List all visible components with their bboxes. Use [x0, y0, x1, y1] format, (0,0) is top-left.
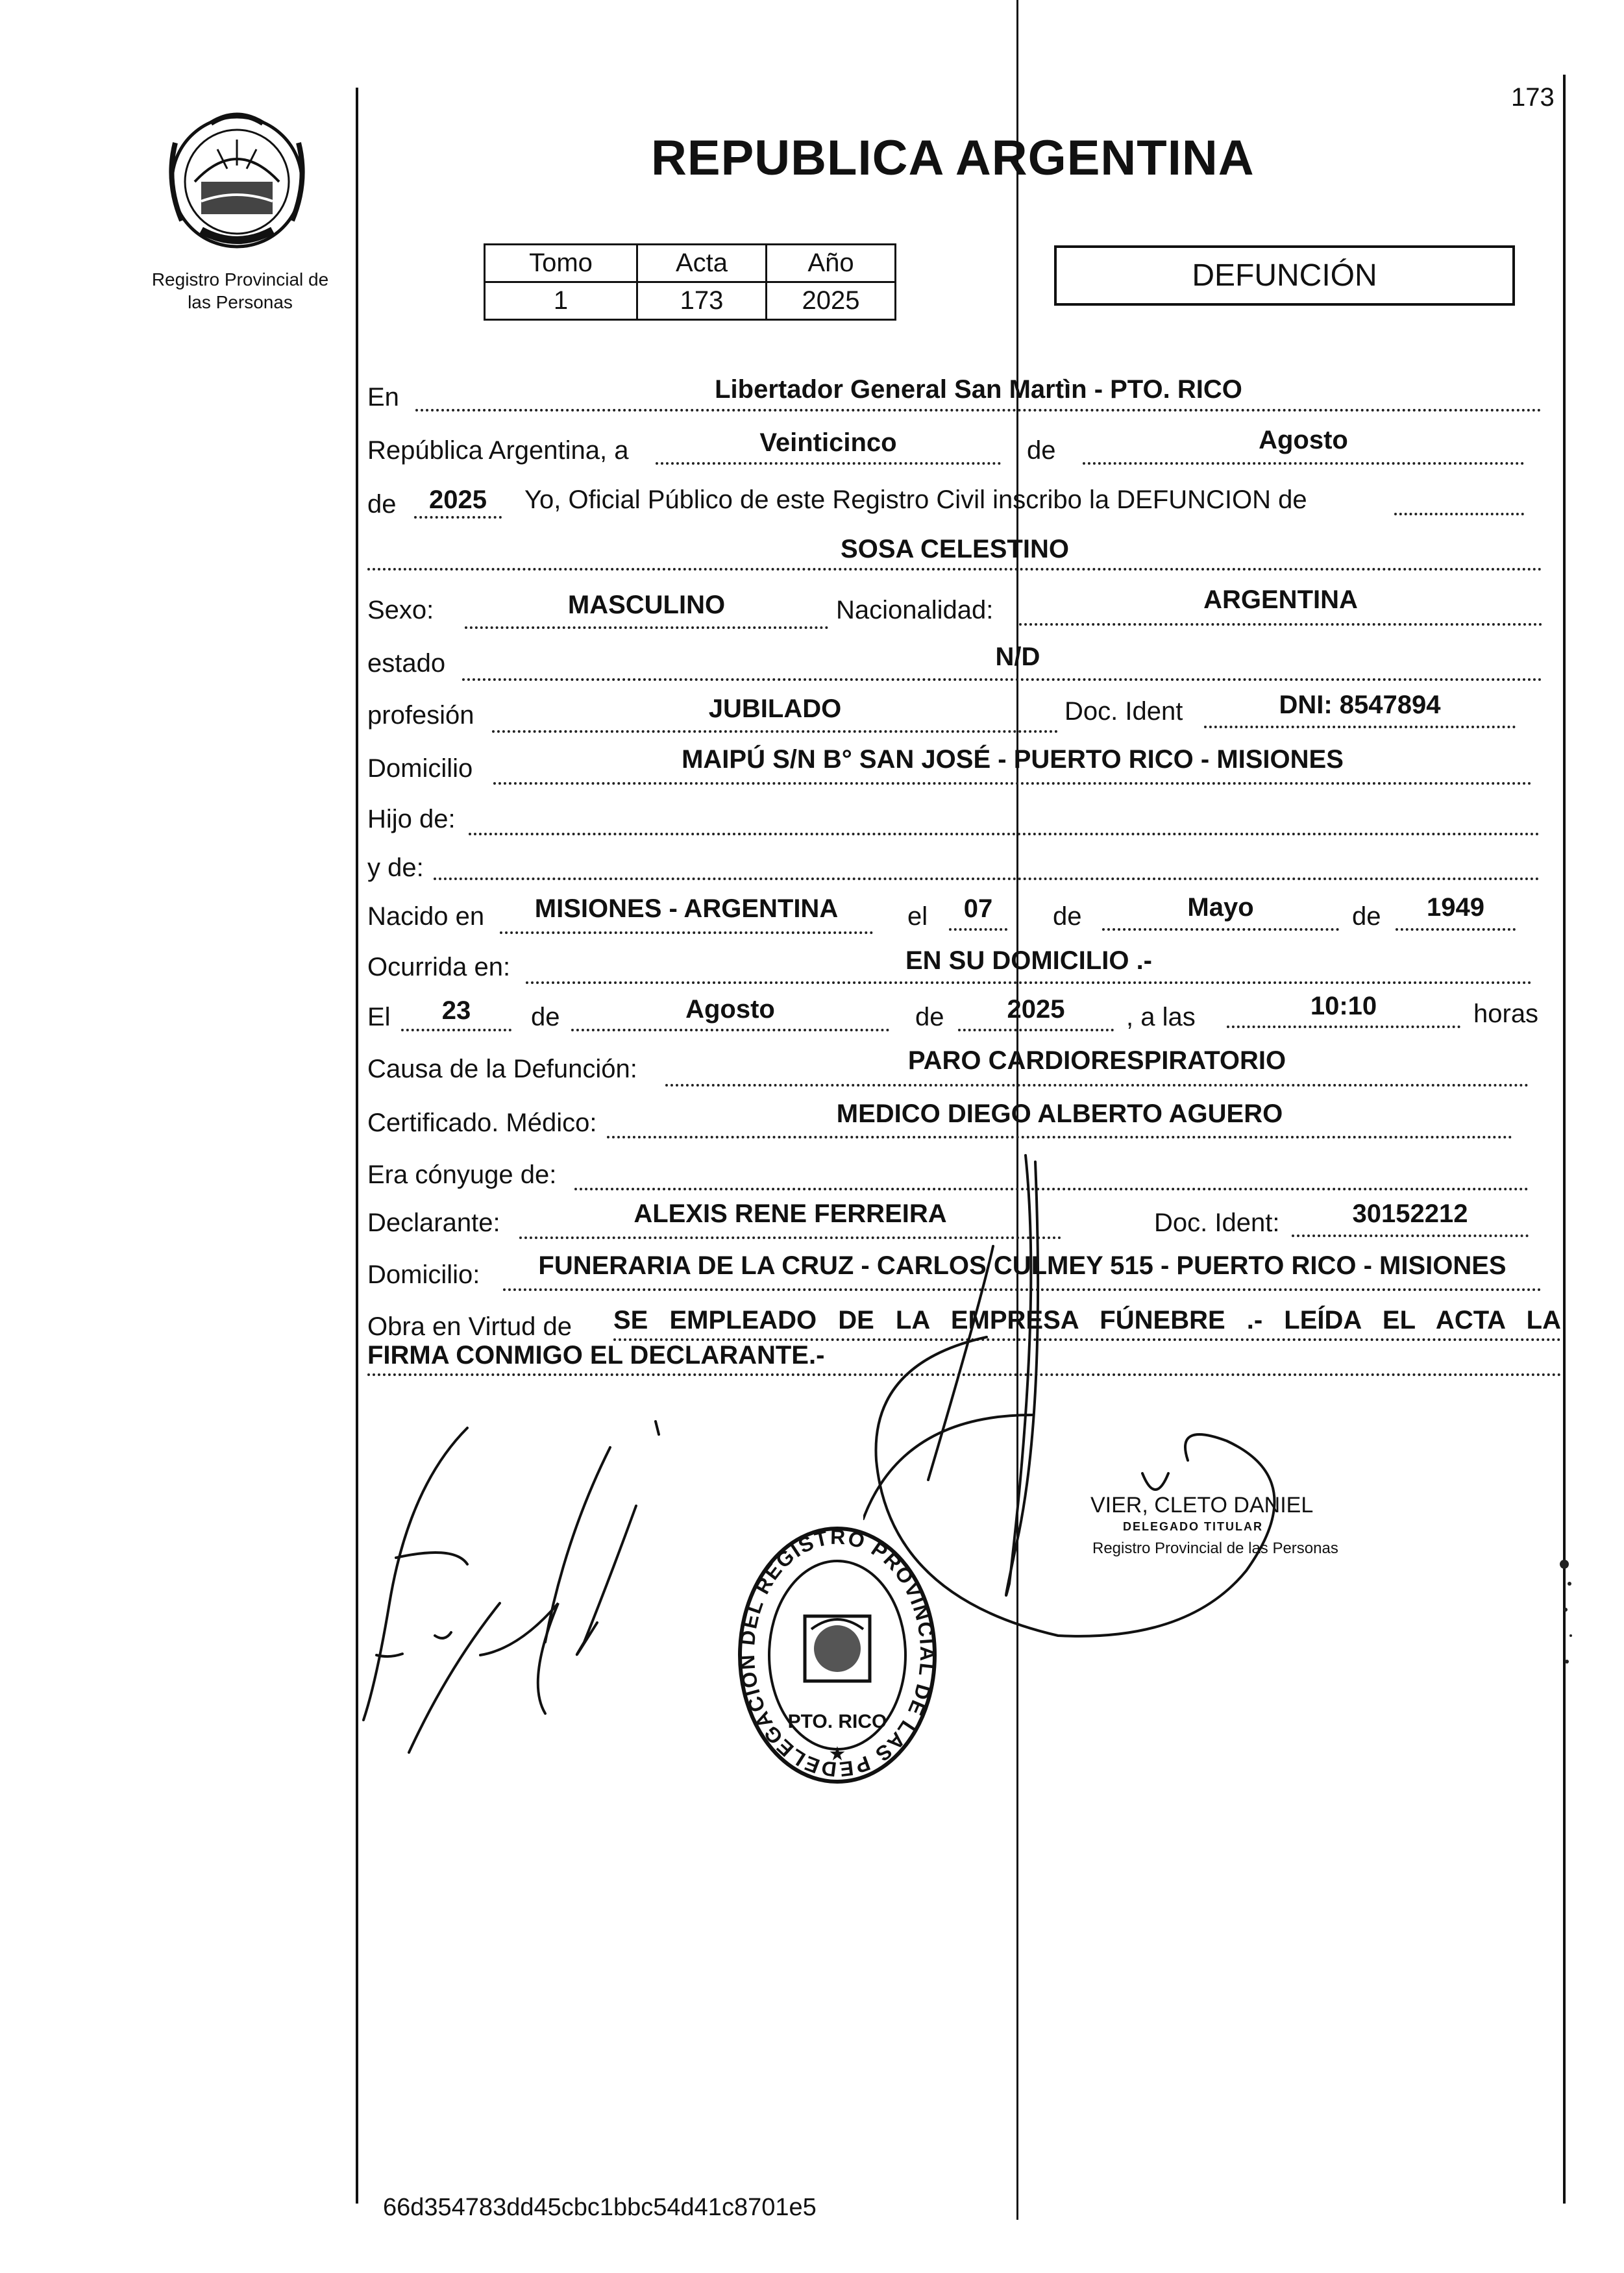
nacido-value: MISIONES - ARGENTINA: [534, 894, 839, 923]
death-day-line: [401, 1029, 511, 1031]
birth-month: Mayo: [1187, 893, 1254, 922]
death-year-line: [958, 1029, 1114, 1031]
day-text: Veinticinco: [759, 428, 897, 457]
sexo-label: Sexo:: [367, 596, 434, 624]
birth-year-line: [1396, 928, 1516, 931]
estado-value: N/D: [995, 643, 1040, 671]
year-de-label: de: [367, 490, 397, 519]
right-margin-line: [1563, 75, 1566, 2204]
nacido-label: Nacido en: [367, 902, 485, 931]
year-value: 2025: [429, 485, 487, 514]
registry-line-2: las Personas: [188, 292, 293, 312]
margin-speck: [1558, 1558, 1577, 1675]
profesion-label: profesión: [367, 701, 474, 730]
y-de-label: y de:: [367, 854, 424, 882]
declarant-signature: [351, 1408, 714, 1772]
doc-ident-label: Doc. Ident: [1064, 697, 1183, 726]
death-el-label: El: [367, 1003, 391, 1031]
sexo-line: [465, 626, 828, 629]
profesion-line: [492, 730, 1058, 733]
seal-bottom-text: PTO. RICO: [787, 1711, 887, 1732]
year-line: [414, 516, 502, 519]
domicilio-value: MAIPÚ S/N B° SAN JOSÉ - PUERTO RICO - MISIONES: [682, 745, 1344, 774]
domicilio2-value: FUNERARIA DE LA CRUZ - CARLOS CULMEY 515 - PUERTO RICO - MISIONES: [538, 1251, 1507, 1280]
sexo-value: MASCULINO: [567, 591, 726, 619]
seal-ring-text: DELEGACION DEL REGISTRO PROVINCIAL DE LAS PE: [735, 1525, 940, 1782]
yo-line-tail: [1394, 513, 1524, 515]
domicilio2-label: Domicilio:: [367, 1260, 480, 1289]
en-line: [415, 409, 1542, 412]
official-office: Registro Provincial de las Personas: [1092, 1540, 1338, 1557]
death-month-line: [571, 1029, 889, 1031]
header-tomo: Tomo: [485, 245, 637, 282]
ocurrida-value: EN SU DOMICILIO .-: [905, 946, 1152, 975]
tomo-value: 1: [485, 282, 637, 320]
en-label: En: [367, 383, 399, 412]
record-type-box: DEFUNCIÓN: [1054, 245, 1515, 306]
nacido-line: [500, 931, 873, 934]
en-value: Libertador General San Martìn - PTO. RICO: [715, 375, 1242, 404]
domicilio-line: [493, 782, 1532, 785]
deceased-name: SOSA CELESTINO: [841, 535, 1069, 563]
a-las-label: , a las: [1126, 1003, 1196, 1031]
nacionalidad-line: [1019, 623, 1542, 626]
death-time: 10:10: [1310, 992, 1377, 1020]
ano-value: 2025: [767, 282, 896, 320]
registry-seal: [733, 1519, 941, 1791]
header-ano: Año: [767, 245, 896, 282]
birth-el-label: el: [907, 902, 928, 931]
domicilio-label: Domicilio: [367, 754, 473, 783]
month-value: Agosto: [1259, 426, 1348, 454]
month-line: [1083, 462, 1524, 465]
certificado-value: MEDICO DIEGO ALBERTO AGUERO: [836, 1100, 1283, 1128]
causa-value: PARO CARDIORESPIRATORIO: [907, 1046, 1286, 1075]
nacionalidad-value: ARGENTINA: [1203, 585, 1358, 614]
certificado-label: Certificado. Médico:: [367, 1109, 597, 1137]
birth-year: 1949: [1427, 893, 1484, 922]
acta-value: 173: [637, 282, 767, 320]
day-line: [656, 462, 1001, 465]
page-number: 173: [1511, 83, 1555, 112]
header-acta: Acta: [637, 245, 767, 282]
death-time-line: [1227, 1026, 1460, 1028]
obra-value-line-2: FIRMA CONMIGO EL DECLARANTE.-: [367, 1341, 825, 1370]
doc-ident-value: DNI: 8547894: [1279, 691, 1441, 719]
y-de-line: [434, 878, 1540, 880]
declarante-label: Declarante:: [367, 1209, 500, 1237]
death-year: 2025: [1007, 995, 1065, 1024]
document-hash: 66d354783dd45cbc1bbc54d41c8701e5: [383, 2194, 817, 2221]
official-name: VIER, CLETO DANIEL: [1090, 1493, 1314, 1517]
seal-star-icon: ★: [828, 1743, 846, 1765]
doc-ident-line: [1204, 726, 1516, 728]
death-month-de-label: de: [531, 1003, 560, 1031]
registry-line-1: Registro Provincial de: [151, 269, 329, 289]
left-margin-line: [356, 88, 358, 2204]
death-year-de-label: de: [915, 1003, 944, 1031]
official-role: DELEGADO TITULAR: [1123, 1520, 1263, 1533]
horas-label: horas: [1473, 1000, 1539, 1028]
nacionalidad-label: Nacionalidad:: [836, 596, 994, 624]
obra-value-line-1: SE EMPLEADO DE LA EMPRESA FÚNEBRE .- LEÍDA EL ACTA LA: [613, 1306, 1561, 1334]
hijo-de-line: [469, 833, 1540, 835]
province-logo: [156, 104, 318, 253]
page-title: REPUBLICA ARGENTINA: [651, 130, 1255, 186]
birth-month-line: [1102, 928, 1339, 931]
profesion-value: JUBILADO: [708, 694, 842, 723]
official-signature: [863, 1142, 1447, 1759]
record-number-table: [484, 243, 896, 321]
republica-label: República Argentina, a: [367, 436, 629, 465]
birth-day-line: [949, 928, 1007, 931]
death-day: 23: [441, 996, 471, 1025]
ocurrida-label: Ocurrida en:: [367, 953, 511, 981]
causa-label: Causa de la Defunción:: [367, 1055, 637, 1083]
yo-text: Yo, Oficial Público de este Registro Civil inscribo la DEFUNCION de: [524, 485, 1307, 514]
estado-label: estado: [367, 649, 446, 678]
declarante-value: ALEXIS RENE FERREIRA: [634, 1199, 947, 1228]
birth-year-de-label: de: [1352, 902, 1381, 931]
birth-day: 07: [963, 894, 993, 923]
estado-line: [462, 678, 1542, 681]
ocurrida-line: [526, 981, 1532, 984]
deceased-name-line: [367, 568, 1542, 571]
month-de-label: de: [1027, 436, 1056, 465]
obra-label: Obra en Virtud de: [367, 1312, 572, 1341]
province-coat-of-arms-icon: [156, 104, 318, 253]
death-month: Agosto: [685, 995, 775, 1024]
hijo-de-label: Hijo de:: [367, 805, 456, 833]
birth-month-de-label: de: [1053, 902, 1082, 931]
certificado-line: [607, 1136, 1512, 1138]
causa-line: [665, 1084, 1529, 1087]
conyuge-label: Era cónyuge de:: [367, 1161, 557, 1189]
declarante-doc-value: 30152212: [1352, 1199, 1468, 1228]
declarante-doc-label: Doc. Ident:: [1154, 1209, 1280, 1237]
